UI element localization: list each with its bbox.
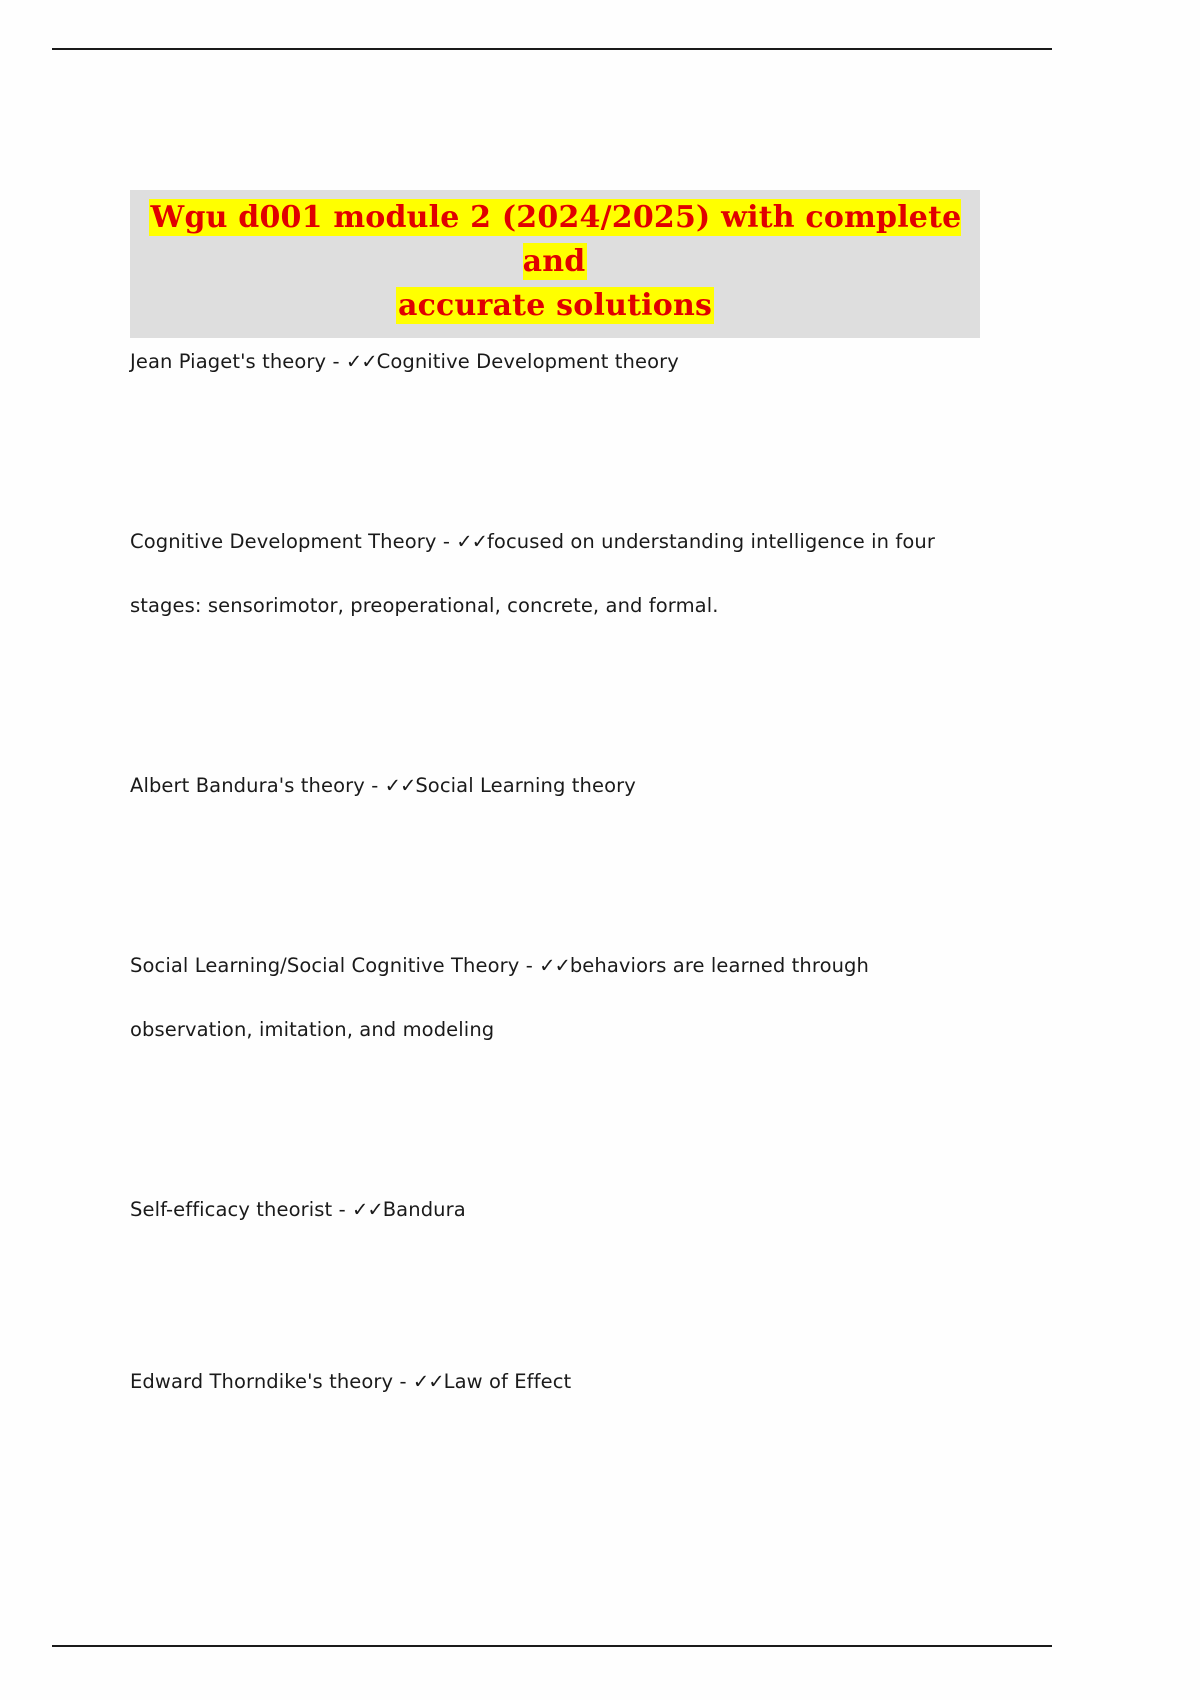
entry-term-line bbox=[130, 754, 1010, 818]
entry-definition: Law of Effect bbox=[443, 1370, 572, 1393]
list-item bbox=[130, 510, 1010, 638]
document-title-band bbox=[130, 190, 980, 338]
entry-definition: Social Learning theory bbox=[415, 774, 636, 797]
entry-term: Social Learning/Social Cognitive Theory - bbox=[130, 954, 540, 977]
entry-definition: focused on understanding intelligence in four bbox=[486, 530, 935, 553]
checkmark-icon: ✓✓ bbox=[384, 774, 416, 797]
entry-term-line bbox=[130, 1178, 1010, 1242]
entry-gap bbox=[130, 394, 1010, 510]
page-title-text-2: accurate solutions bbox=[397, 288, 713, 323]
page-title-line-2 bbox=[130, 284, 980, 328]
qa-list bbox=[130, 330, 1010, 1414]
entry-definition-cont: stages: sensorimotor, preoperational, concrete, and formal. bbox=[130, 594, 719, 617]
entry-gap bbox=[130, 818, 1010, 934]
list-item bbox=[130, 1178, 1010, 1242]
footer-divider bbox=[52, 1645, 1052, 1647]
entry-term-line bbox=[130, 934, 1010, 998]
entry-gap bbox=[130, 638, 1010, 754]
entry-term-line bbox=[130, 510, 1010, 574]
page-title-text-1: Wgu d001 module 2 (2024/2025) with complete and bbox=[150, 200, 962, 279]
entry-term-line bbox=[130, 330, 1010, 394]
entry-gap bbox=[130, 1062, 1010, 1178]
entry-term-line bbox=[130, 1350, 1010, 1414]
entry-term: Albert Bandura's theory - bbox=[130, 774, 385, 797]
entry-definition: Bandura bbox=[382, 1198, 466, 1221]
list-item bbox=[130, 934, 1010, 1062]
checkmark-icon: ✓✓ bbox=[539, 954, 570, 977]
list-item bbox=[130, 1350, 1010, 1414]
entry-gap bbox=[130, 1242, 1010, 1350]
entry-definition-cont: observation, imitation, and modeling bbox=[130, 1018, 495, 1041]
checkmark-icon: ✓✓ bbox=[412, 1370, 444, 1393]
checkmark-icon: ✓✓ bbox=[352, 1198, 383, 1221]
entry-term: Edward Thorndike's theory - bbox=[130, 1370, 413, 1393]
entry-term: Self-efficacy theorist - bbox=[130, 1198, 353, 1221]
list-item bbox=[130, 754, 1010, 818]
entry-definition: behaviors are learned through bbox=[569, 954, 869, 977]
checkmark-icon: ✓✓ bbox=[456, 530, 487, 553]
checkmark-icon: ✓✓ bbox=[345, 350, 377, 373]
entry-term: Cognitive Development Theory - bbox=[130, 530, 457, 553]
list-item bbox=[130, 330, 1010, 394]
page-title-line-1 bbox=[130, 196, 980, 284]
entry-definition: Cognitive Development theory bbox=[376, 350, 679, 373]
entry-term: Jean Piaget's theory - bbox=[130, 350, 346, 373]
header-divider bbox=[52, 48, 1052, 50]
